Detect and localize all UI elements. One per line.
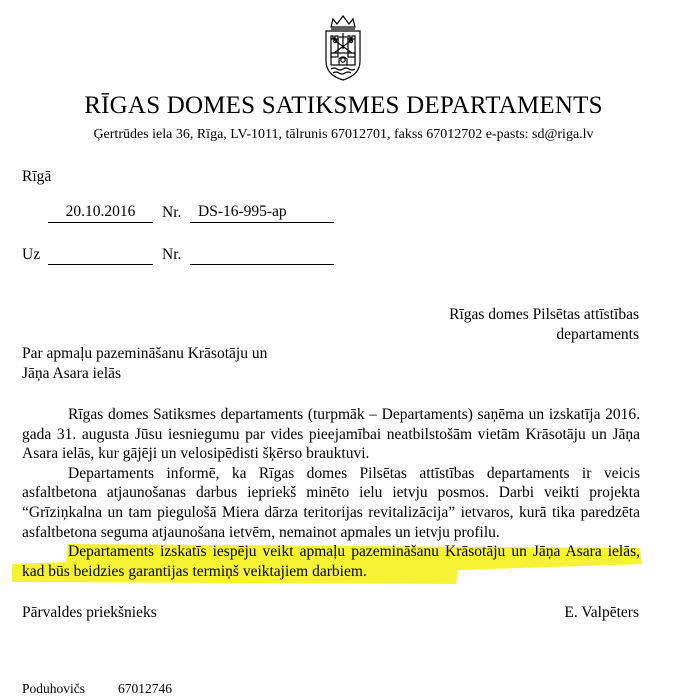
uz-label: Uz <box>22 246 41 263</box>
body-paragraph-3: Departaments izskatīs iespēju veikt apmaļu pazemināšanu Krāsotāju un Jāņa Asara ielās, kad būs beidzies garantijas termiņš veiktajiem darbiem. <box>22 543 640 580</box>
subject-line1: Par apmaļu pazemināšanu Krāsotāju un <box>22 345 268 362</box>
signature-position: Pārvaldes priekšnieks <box>22 604 157 621</box>
riga-coat-of-arms-icon <box>317 13 369 83</box>
letterhead-contact: Ģertrūdes iela 36, Rīga, LV-1011, tālrunis 67012701, fakss 67012702 e-pasts: sd@riga.lv <box>93 127 594 142</box>
nr-label: Nr. <box>162 204 182 221</box>
signature-name: E. Valpēters <box>564 604 639 621</box>
number-value: DS-16-995-ap <box>198 203 287 220</box>
city-label: Rīgā <box>22 168 52 185</box>
footer-phone: 67012746 <box>118 681 172 696</box>
body-paragraph-2: Departaments informē, ka Rīgas domes Pilsētas attīstības departaments ir veicis asfaltbetona atjaunošanas darbus iepriekš minēto ielu ietvju posmos. Darbi veikti projekta “Grīziņkalna un tam piegulošā Miera dārza teritorijas revitalizācija” ietvaros, kurā tika paredzēta asfaltbetona seguma atjaunošana ietvēm, nemainot apmales un ietvju profilu. <box>22 464 640 541</box>
date-field <box>48 203 153 223</box>
uz-field <box>48 245 153 265</box>
subject-line2: Jāņa Asara ielās <box>22 365 121 382</box>
letterhead-title: RĪGAS DOMES SATIKSMES DEPARTAMENTS <box>84 92 603 119</box>
number-field <box>190 203 334 223</box>
recipient-line2: departaments <box>556 326 639 343</box>
recipient-line1: Rīgas domes Pilsētas attīstības <box>449 306 639 323</box>
footer-author: Poduhovičs <box>22 681 86 696</box>
body-paragraph-1: Rīgas domes Satiksmes departaments (turpmāk – Departaments) saņēma un izskatīja 2016. gada 31. augusta Jūsu iesniegumu par vides pieejamībai neatbilstošām vietām Krāsotāju un Jāņa Asara ielās, kur gājēji un velosipēdisti šķērso brauktuvi. <box>22 406 640 463</box>
nr2-field <box>190 245 334 265</box>
letter-body <box>22 405 640 581</box>
nr2-label: Nr. <box>162 246 182 263</box>
date-value: 20.10.2016 <box>65 203 136 220</box>
